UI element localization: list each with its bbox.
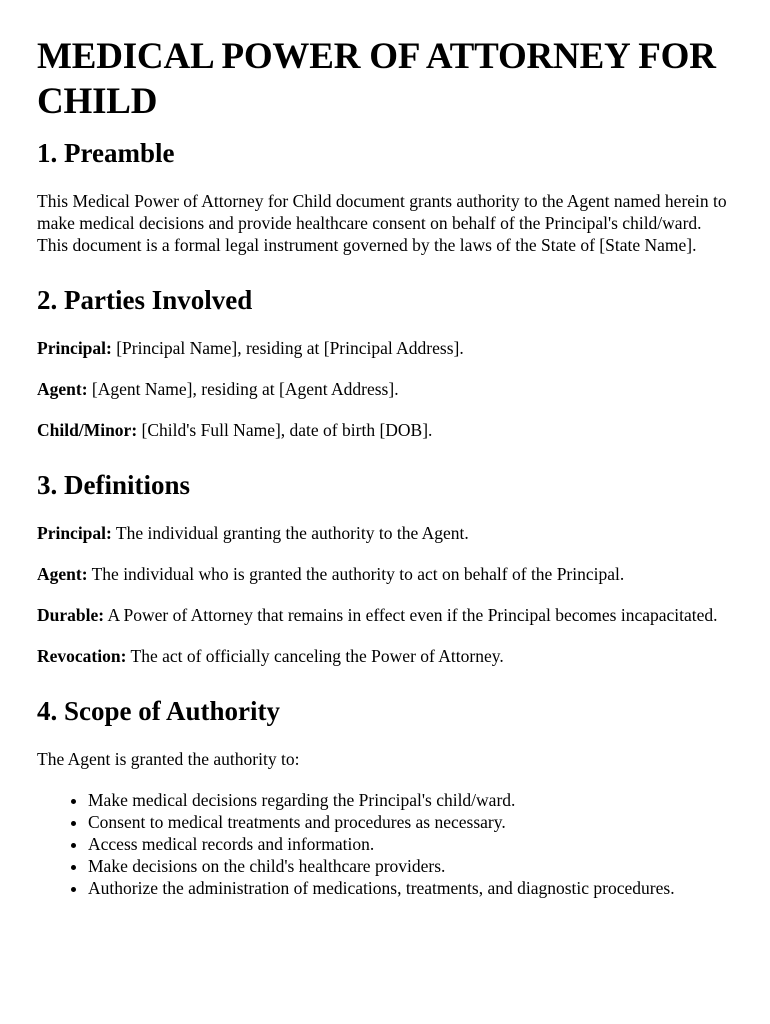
- section-heading: 4. Scope of Authority: [37, 696, 280, 726]
- party-agent: [37, 378, 734, 400]
- term-text: The act of officially canceling the Power of Attorney.: [130, 646, 504, 666]
- term-text: [Principal Name], residing at [Principal Address].: [116, 338, 464, 358]
- section-heading: 1. Preamble: [37, 138, 175, 168]
- document-title: MEDICAL POWER OF ATTORNEY FOR CHILD: [37, 36, 716, 122]
- term-text: A Power of Attorney that remains in effect even if the Principal becomes incapacitated.: [107, 605, 718, 625]
- term-label: Revocation:: [37, 646, 127, 666]
- scope-intro: The Agent is granted the authority to:: [37, 749, 300, 769]
- scope-list: [37, 789, 734, 899]
- section-definitions: [37, 468, 734, 667]
- section-preamble: [37, 136, 734, 256]
- term-text: [Child's Full Name], date of birth [DOB].: [141, 420, 433, 440]
- term-text: The individual granting the authority to the Agent.: [115, 523, 469, 543]
- definition-agent: [37, 563, 734, 585]
- list-item: • Consent to medical treatments and procedures as necessary.: [88, 811, 734, 833]
- term-text: The individual who is granted the authority to act on behalf of the Principal.: [91, 564, 625, 584]
- section-parties: [37, 283, 734, 441]
- term-text: [Agent Name], residing at [Agent Address].: [91, 379, 399, 399]
- list-item: • Make decisions on the child's healthcare providers.: [88, 855, 734, 877]
- preamble-text: This Medical Power of Attorney for Child document grants authority to the Agent named herein to make medical decisions and provide healthcare consent on behalf of the Principal's child/ward. This document is a formal legal instrument governed by the laws of the State of [State Name].: [37, 191, 727, 255]
- section-heading: 3. Definitions: [37, 470, 191, 500]
- list-item: • Access medical records and information.: [88, 833, 734, 855]
- term-label: Child/Minor:: [37, 420, 138, 440]
- section-scope: [37, 694, 734, 899]
- list-item: • Authorize the administration of medications, treatments, and diagnostic procedures.: [88, 877, 734, 899]
- party-child: [37, 419, 734, 441]
- term-label: Agent:: [37, 379, 88, 399]
- term-label: Principal:: [37, 338, 112, 358]
- party-principal: [37, 337, 734, 359]
- definition-revocation: [37, 645, 734, 667]
- definition-durable: [37, 604, 734, 626]
- definition-principal: [37, 522, 734, 544]
- term-label: Principal:: [37, 523, 112, 543]
- term-label: Durable:: [37, 605, 105, 625]
- list-item: • Make medical decisions regarding the Principal's child/ward.: [88, 789, 734, 811]
- term-label: Agent:: [37, 564, 88, 584]
- section-heading: 2. Parties Involved: [37, 285, 253, 315]
